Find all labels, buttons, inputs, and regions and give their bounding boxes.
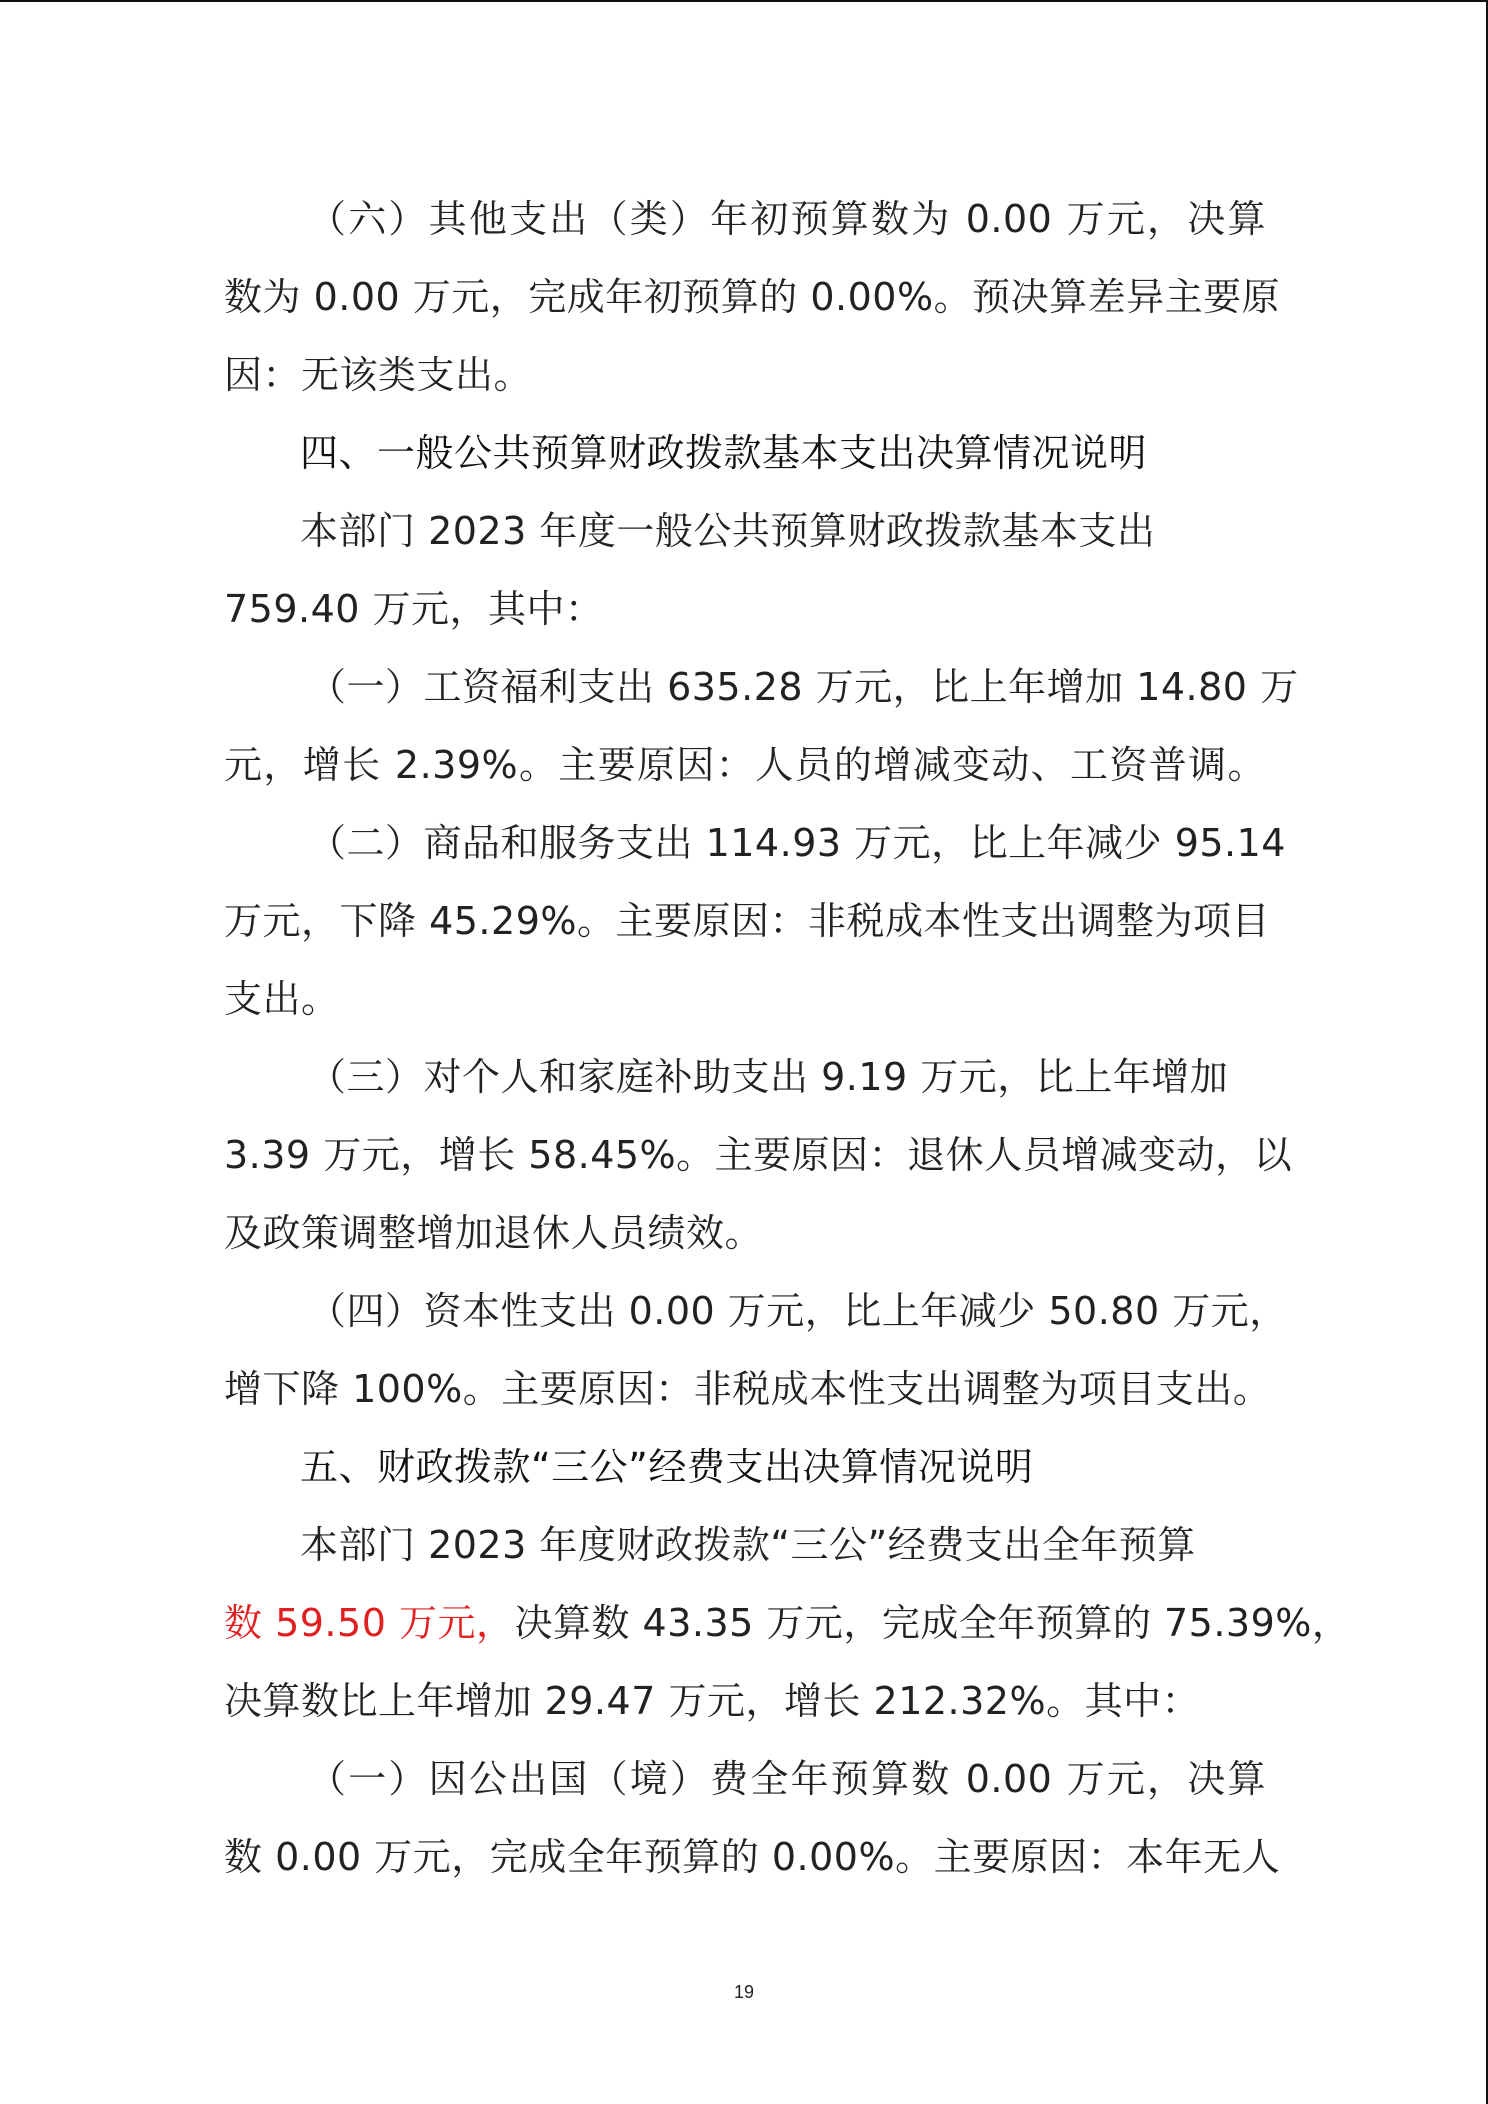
section-heading-4: 四、一般公共预算财政拨款基本支出决算情况说明 <box>300 431 1148 475</box>
paragraph-line-highlighted <box>224 1584 1351 1662</box>
paragraph-line: （四）资本性支出 0.00 万元，比上年减少 50.80 万元， <box>308 1289 1288 1333</box>
paragraph-line: 数 0.00 万元，完成全年预算的 0.00%。主要原因：本年无人 <box>224 1835 1281 1879</box>
section-heading-5: 五、财政拨款“三公”经费支出决算情况说明 <box>300 1445 1034 1489</box>
paragraph-line: 元，增长 2.39%。主要原因：人员的增减变动、工资普调。 <box>224 743 1266 787</box>
paragraph-line: 3.39 万元，增长 58.45%。主要原因：退休人员增减变动，以 <box>224 1133 1293 1177</box>
page-number: 19 <box>733 1982 755 2002</box>
paragraph-line: 增下降 100%。主要原因：非税成本性支出调整为项目支出。 <box>224 1367 1272 1411</box>
paragraph-line: 因：无该类支出。 <box>224 353 533 397</box>
paragraph-line-rest: 决算数 43.35 万元，完成全年预算的 75.39%， <box>514 1601 1351 1645</box>
paragraph-line: （三）对个人和家庭补助支出 9.19 万元，比上年增加 <box>308 1055 1229 1099</box>
paragraph-line: （二）商品和服务支出 114.93 万元，比上年减少 95.14 <box>308 821 1286 865</box>
paragraph-line: （六）其他支出（类）年初预算数为 0.00 万元，决算 <box>308 197 1266 241</box>
paragraph-line: 决算数比上年增加 29.47 万元，增长 212.32%。其中： <box>224 1679 1201 1723</box>
paragraph-line: 万元，下降 45.29%。主要原因：非税成本性支出调整为项目 <box>224 899 1270 943</box>
paragraph-line: （一）因公出国（境）费全年预算数 0.00 万元，决算 <box>308 1757 1266 1801</box>
paragraph-line: 本部门 2023 年度一般公共预算财政拨款基本支出 <box>300 509 1156 553</box>
body-text <box>224 180 1351 1896</box>
paragraph-line: 支出。 <box>224 977 340 1021</box>
paragraph-line: 759.40 万元，其中： <box>224 587 604 631</box>
paragraph-line: （一）工资福利支出 635.28 万元，比上年增加 14.80 万 <box>308 665 1299 709</box>
paragraph-line: 数为 0.00 万元，完成年初预算的 0.00%。预决算差异主要原 <box>224 275 1281 319</box>
highlighted-budget-text: 数 59.50 万元， <box>224 1601 515 1645</box>
paragraph-line: 本部门 2023 年度财政拨款“三公”经费支出全年预算 <box>300 1523 1196 1567</box>
paragraph-line: 及政策调整增加退休人员绩效。 <box>224 1211 764 1255</box>
